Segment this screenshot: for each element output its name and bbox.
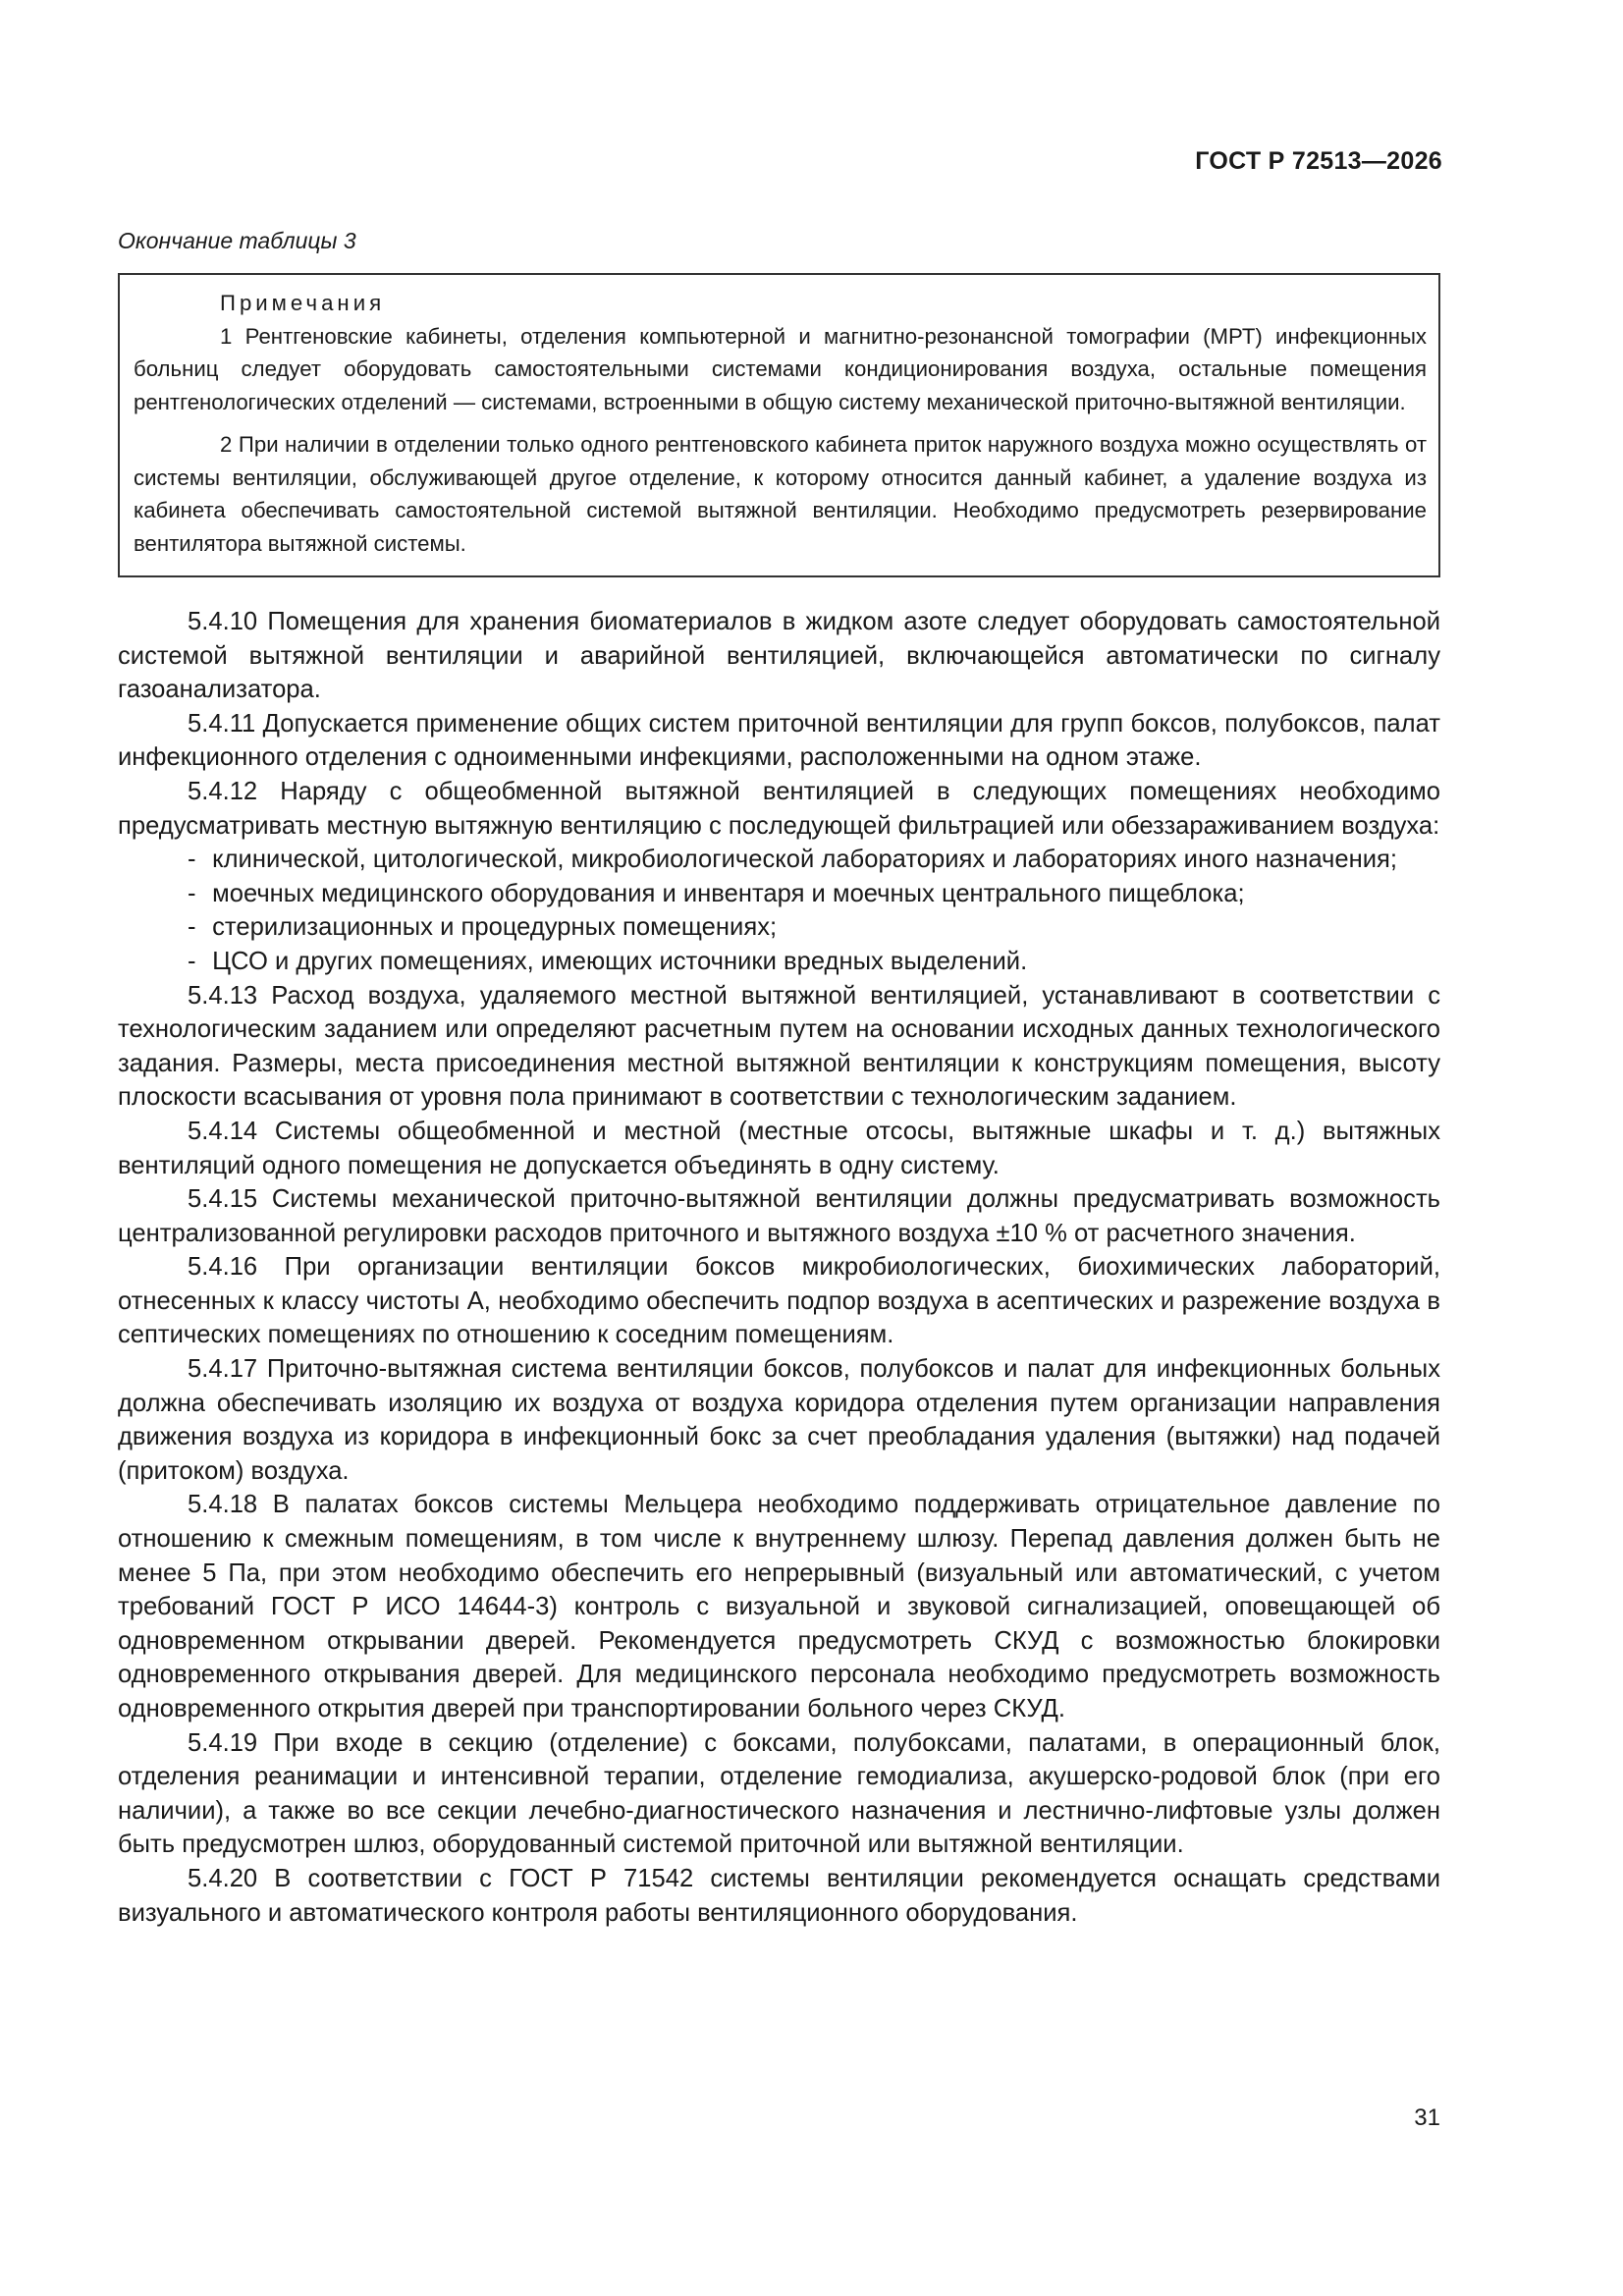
list-marker: - xyxy=(188,879,196,907)
list-item xyxy=(118,843,1440,877)
clause-5-4-19: 5.4.19 При входе в секцию (отделение) с боксами, полубоксами, палатами, в операционный блок, отделения реанимации и интенсивной терапии, отделение гемодиализа, акушерско-родовой блок (при его наличии), а также во все секции лечебно-диагностического назначения и лестнично-лифтовые узлы должен быть предусмотрен шлюз, оборудованный системой приточной или вытяжной вентиляции. xyxy=(118,1728,1440,1859)
list-marker: - xyxy=(188,846,196,874)
clause-5-4-18: 5.4.18 В палатах боксов системы Мельцера необходимо поддерживать отрицательное давление по отношению к смежным помещениям, в том числе к внутреннему шлюзу. Перепад давления должен быть не менее 5 Па, при этом необходимо обеспечить его непрерывный (визуальный или автоматический, с учетом требований ГОСТ Р ИСО 14644-3) контроль с визуальной и звуковой сигнализацией, оповещающей об одновременном открывании дверей. Рекомендуется предусмотреть СКУД с возможностью блокировки одновременного открывания дверей. Для медицинского персонала необходимо предусмотреть возможность одновременного открытия дверей при транспортировании больного через СКУД. xyxy=(118,1491,1440,1722)
notes-title: Примечания xyxy=(220,291,386,315)
list-item xyxy=(118,877,1440,911)
clause-5-4-13: 5.4.13 Расход воздуха, удаляемого местной вытяжной вентиляцией, устанавливают в соответствии с технологическим заданием или определяют расчетным путем на основании исходных данных технологического задания. Размеры, места присоединения местной вытяжной вентиляции к конструкциям помещения, высоту плоскости всасывания от уровня пола принимают в соответствии с технологическим заданием. xyxy=(118,981,1440,1112)
standard-code-header: ГОСТ Р 72513—2026 xyxy=(1195,147,1442,175)
list-item-text: стерилизационных и процедурных помещениях; xyxy=(212,913,778,942)
clause-5-4-10: 5.4.10 Помещения для хранения биоматериалов в жидком азоте следует оборудовать самостоятельной системой вытяжной вентиляции и аварийной вентиляцией, включающейся автоматически по сигналу газоанализатора. xyxy=(118,608,1440,704)
note-item-1: 1 Рентгеновские кабинеты, отделения компьютерной и магнитно-резонансной томографии (МРТ) инфекционных больниц следует оборудовать самостоятельными системами кондиционирования воздуха, остальные помещения рентгенологических отделений — системами, встроенными в общую систему механической приточно-вытяжной вентиляции. xyxy=(134,323,1427,414)
clause-5-4-17: 5.4.17 Приточно-вытяжная система вентиляции боксов, полубоксов и палат для инфекционных больных должна обеспечивать изоляцию их воздуха от воздуха коридора отделения путем организации направления движения воздуха из коридора в инфекционный бокс за счет преобладания удаления (вытяжки) над подачей (притоком) воздуха. xyxy=(118,1355,1440,1485)
list-item-text: ЦСО и других помещениях, имеющих источники вредных выделений. xyxy=(212,947,1028,975)
list-item-text: моечных медицинского оборудования и инвентаря и моечных центрального пищеблока; xyxy=(212,879,1245,907)
clause-5-4-15: 5.4.15 Системы механической приточно-вытяжной вентиляции должны предусматривать возможность централизованной регулировки расходов приточного и вытяжного воздуха ±10 % от расчетного значения. xyxy=(118,1185,1440,1247)
clause-5-4-16: 5.4.16 При организации вентиляции боксов микробиологических, биохимических лабораторий, отнесенных к классу чистоты А, необходимо обеспечить подпор воздуха в асептических и разрежение воздуха в септических помещениях по отношению к соседним помещениям. xyxy=(118,1253,1440,1349)
document-body xyxy=(118,605,1440,1930)
clause-5-4-11: 5.4.11 Допускается применение общих систем приточной вентиляции для групп боксов, полубоксов, палат инфекционного отделения с одноименными инфекциями, расположенными на одном этаже. xyxy=(118,709,1440,772)
note-item-2: 2 При наличии в отделении только одного рентгеновского кабинета приток наружного воздуха можно осуществлять от системы вентиляции, обслуживающей другое отделение, к которому относится данный кабинет, а удаление воздуха из кабинета обеспечивать самостоятельной системой вытяжной вентиляции. Необходимо предусмотреть резервирование вентилятора вытяжной системы. xyxy=(134,432,1427,556)
table-continuation-caption: Окончание таблицы 3 xyxy=(118,228,356,253)
page-number: 31 xyxy=(1414,2105,1440,2131)
clause-5-4-14: 5.4.14 Системы общеобменной и местной (местные отсосы, вытяжные шкафы и т. д.) вытяжных вентиляций одного помещения не допускается объединять в одну систему. xyxy=(118,1117,1440,1179)
list-item xyxy=(118,910,1440,945)
clause-5-4-12: 5.4.12 Наряду с общеобменной вытяжной вентиляцией в следующих помещениях необходимо предусматривать местную вытяжную вентиляцию с последующей фильтрацией или обеззараживанием воздуха: xyxy=(118,777,1440,840)
list-marker: - xyxy=(188,913,196,942)
clause-5-4-20: 5.4.20 В соответствии с ГОСТ Р 71542 системы вентиляции рекомендуется оснащать средствами визуального и автоматического контроля работы вентиляционного оборудования. xyxy=(118,1864,1440,1927)
table-notes-box xyxy=(118,273,1440,577)
list-item-text: клинической, цитологической, микробиологической лабораториях и лабораториях иного назначения; xyxy=(212,846,1398,874)
list-marker: - xyxy=(188,947,196,975)
list-item xyxy=(118,945,1440,979)
